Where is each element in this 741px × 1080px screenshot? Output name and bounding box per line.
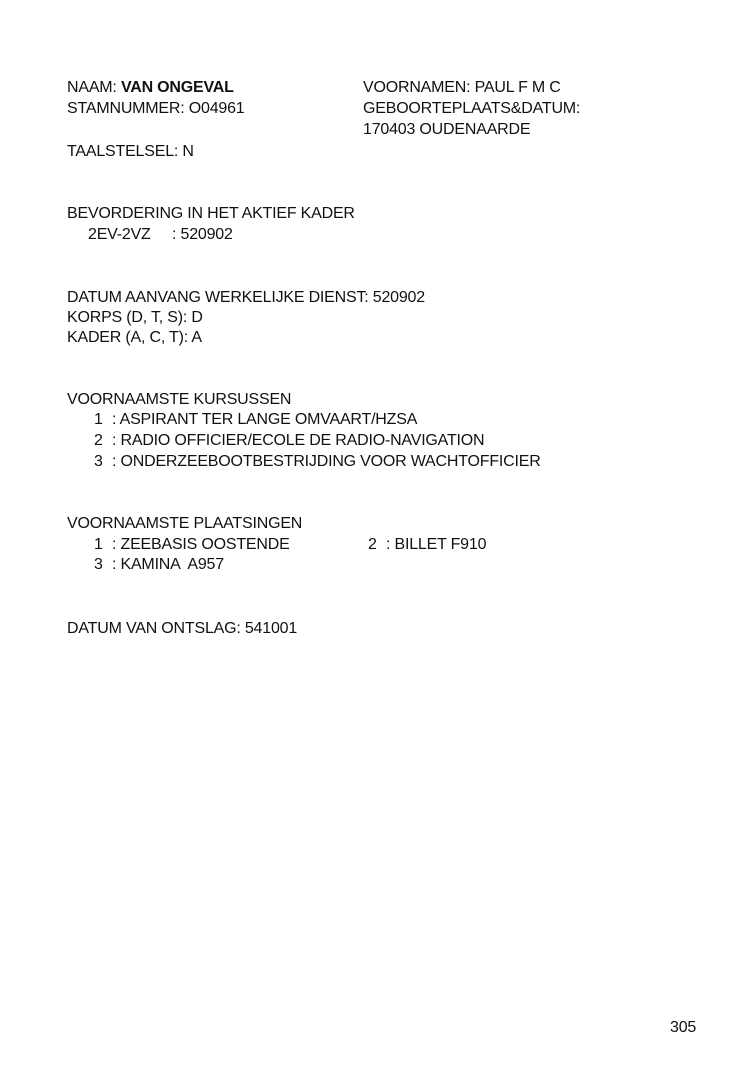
naam-value: VAN ONGEVAL: [120, 79, 234, 96]
kursus-item: [94, 410, 417, 430]
page-number: 305: [670, 1019, 697, 1036]
bevordering-date: : 520902: [172, 226, 233, 243]
kursus-num: 1: [94, 411, 103, 428]
geboorte-label: GEBOORTEPLAATS&DATUM:: [363, 100, 581, 117]
plaatsing-text: : KAMINA A957: [112, 556, 224, 573]
ontslag-line: DATUM VAN ONTSLAG: 541001: [67, 620, 298, 637]
korps-line: KORPS (D, T, S): D: [67, 309, 203, 326]
plaatsing-num: 2: [368, 536, 377, 553]
plaatsing-item: [368, 535, 486, 555]
taalstelsel-label: TAALSTELSEL:: [67, 143, 179, 160]
naam-label: NAAM:: [67, 79, 117, 96]
bevordering-heading: BEVORDERING IN HET AKTIEF KADER: [67, 205, 355, 222]
plaatsing-num: 3: [94, 556, 103, 573]
voornamen-value: PAUL F M C: [474, 79, 561, 96]
kursus-item: [94, 431, 484, 451]
plaatsing-item: [94, 535, 290, 555]
stamnummer-value: O04961: [188, 100, 245, 117]
kursus-item: [94, 452, 541, 472]
kursus-text: : RADIO OFFICIER/ECOLE DE RADIO-NAVIGATION: [112, 432, 485, 449]
stamnummer-line: [67, 99, 245, 119]
taalstelsel-line: [67, 142, 194, 162]
stamnummer-label: STAMNUMMER:: [67, 100, 185, 117]
bevordering-rank: 2EV-2VZ: [88, 226, 151, 243]
plaatsing-text: : ZEEBASIS OOSTENDE: [112, 536, 290, 553]
plaatsing-item: [94, 555, 224, 575]
kursus-text: : ONDERZEEBOOTBESTRIJDING VOOR WACHTOFFICIER: [112, 453, 541, 470]
plaatsing-text: : BILLET F910: [386, 536, 487, 553]
naam-line: [67, 78, 234, 98]
voornamen-line: [363, 78, 561, 98]
kursus-num: 2: [94, 432, 103, 449]
kursus-text: : ASPIRANT TER LANGE OMVAART/HZSA: [112, 411, 418, 428]
plaatsing-num: 1: [94, 536, 103, 553]
geboorte-value: 170403 OUDENAARDE: [363, 121, 531, 138]
datum-aanvang: DATUM AANVANG WERKELIJKE DIENST: 520902: [67, 289, 425, 306]
taalstelsel-value: N: [182, 143, 194, 160]
plaatsingen-heading: VOORNAAMSTE PLAATSINGEN: [67, 515, 303, 532]
kursus-num: 3: [94, 453, 103, 470]
kader-line: KADER (A, C, T): A: [67, 329, 202, 346]
voornamen-label: VOORNAMEN:: [363, 79, 471, 96]
kursussen-heading: VOORNAAMSTE KURSUSSEN: [67, 391, 292, 408]
